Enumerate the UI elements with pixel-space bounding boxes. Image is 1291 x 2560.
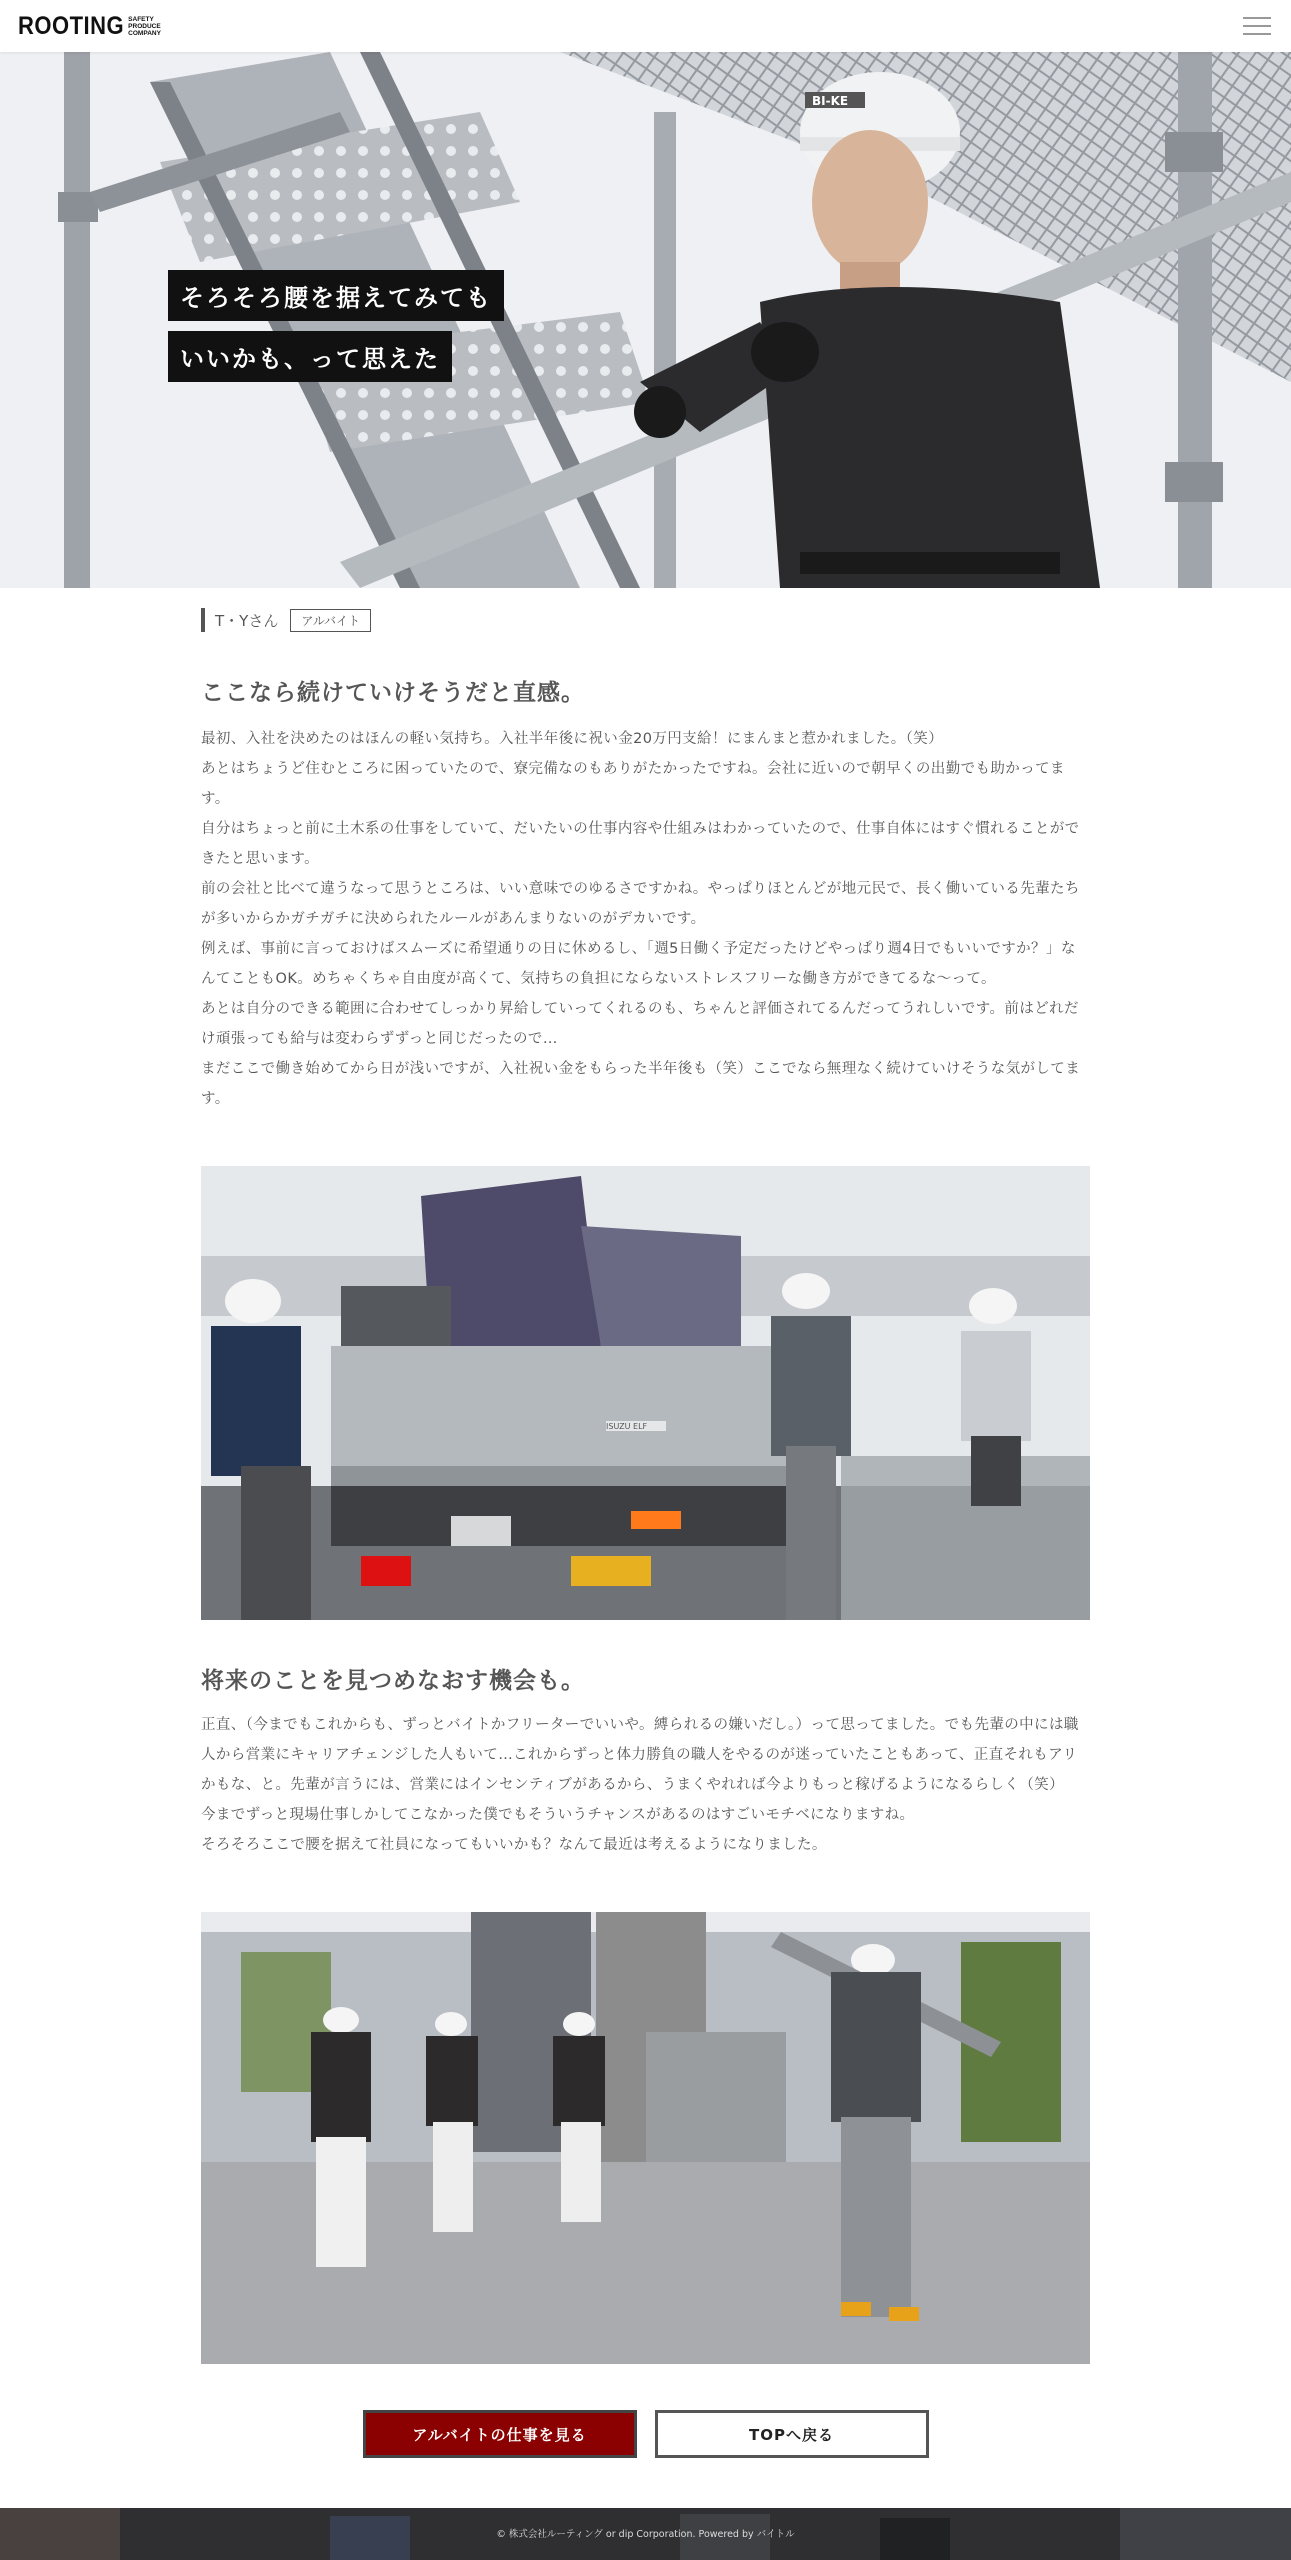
truck-badge: ISUZU ELF	[606, 1422, 648, 1431]
section-1-heading: ここなら続けていけそうだと直感。	[201, 680, 585, 706]
paragraph: 例えば、事前に言っておけばスムーズに希望通りの日に休めるし、「週5日働く予定だったけどやっぱり週4日でもいいですか？」なんてこともOK。めちゃくちゃ自由度が高くて、気持ちの負担にならないストレスフリーな働き方ができてるな〜って。	[201, 941, 1076, 987]
hero-line-2: いいかも、って思えた	[168, 331, 452, 382]
logo-sub-line-1: SAFETY	[128, 15, 154, 23]
logo-sub-line-2: PRODUCE	[128, 22, 161, 30]
paragraph: 今までずっと現場仕事しかしてこなかった僕でもそういうチャンスがあるのはすごいモチベになりますね。	[201, 1807, 915, 1823]
action-buttons	[201, 2410, 1090, 2458]
paragraph: まだここで働き始めてから日が浅いですが、入社祝い金をもらった半年後も（笑）ここでなら無理なく続けていけそうな気がしてます。	[201, 1061, 1081, 1107]
accent-bar	[201, 608, 205, 632]
truck-scene-illustration	[201, 1166, 1090, 1620]
paragraph: 自分はちょっと前に土木系の仕事をしていて、だいたいの仕事内容や仕組みはわかっていたので、仕事自体にはすぐ慣れることができたと思います。	[201, 821, 1080, 867]
paragraph: 前の会社と比べて違うなって思うところは、いい意味でのゆるさですかね。やっぱりほとんどが地元民で、長く働いている先輩たちが多いからかガチガチに決められたルールがあんまりないのがデカいです。	[201, 881, 1080, 927]
site-footer	[0, 2508, 1291, 2560]
interview-content	[201, 588, 1090, 2444]
paragraph: あとはちょうど住むところに困っていたので、寮完備なのもありがたかったですね。会社に近いので朝早くの出勤でも助かってます。	[201, 761, 1065, 807]
site-logo[interactable]	[18, 12, 164, 40]
logo-sub-line-3: COMPANY	[128, 29, 161, 37]
site-header	[0, 0, 1291, 52]
menu-line	[1243, 33, 1271, 35]
truck-loading-photo	[201, 1166, 1090, 1620]
paragraph: そろそろここで腰を据えて社員になってもいいかも？なんて最近は考えるようになりました。	[201, 1837, 827, 1853]
hero-image	[0, 52, 1291, 588]
back-to-top-button[interactable]: TOPへ戻る	[655, 2410, 929, 2458]
workers-yard-photo	[201, 1912, 1090, 2364]
person-name: T・Yさん	[215, 611, 279, 630]
workers-scene-illustration	[201, 1912, 1090, 2364]
job-type-tag: アルバイト	[290, 609, 371, 632]
logo-subtext	[128, 16, 164, 37]
logo-wordmark: ROOTING	[18, 11, 125, 40]
hamburger-menu-icon[interactable]	[1243, 14, 1273, 38]
menu-line	[1243, 25, 1271, 27]
view-parttime-jobs-button[interactable]: アルバイトの仕事を見る	[363, 2410, 637, 2458]
paragraph: 最初、入社を決めたのはほんの軽い気持ち。入社半年後に祝い金20万円支給！にまんまと惹かれました。（笑）	[201, 731, 944, 747]
paragraph: あとは自分のできる範囲に合わせてしっかり昇給していってくれるのも、ちゃんと評価されてるんだってうれしいです。前はどれだけ頑張っても給与は変わらずずっと同じだったので…	[201, 1001, 1079, 1047]
menu-line	[1243, 17, 1271, 19]
person-info	[201, 608, 1090, 632]
section-2-heading: 将来のことを見つめなおす機会も。	[201, 1668, 585, 1694]
copyright-text: © 株式会社ルーティング or dip Corporation. Powered by バイトル	[496, 2529, 795, 2540]
paragraph: 正直、（今までもこれからも、ずっとバイトかフリーターでいいや。縛られるの嫌いだし。）って思ってました。でも先輩の中には職人から営業にキャリアチェンジした人もいて…これからずっと体力勝負の職人をやるのが迷っていたこともあって、正直それもアリかもな、と。先輩が言うには、営業にはインセンティブがあるから、うまくやれれば今よりもっと稼げるようになるらしく（笑）	[201, 1717, 1079, 1793]
helmet-text: BI-KE	[812, 94, 849, 108]
hero-catchphrase	[168, 270, 504, 392]
section-2-body	[201, 1710, 1090, 1860]
section-1-body	[201, 724, 1090, 1114]
hero-line-1: そろそろ腰を据えてみても	[168, 270, 504, 321]
